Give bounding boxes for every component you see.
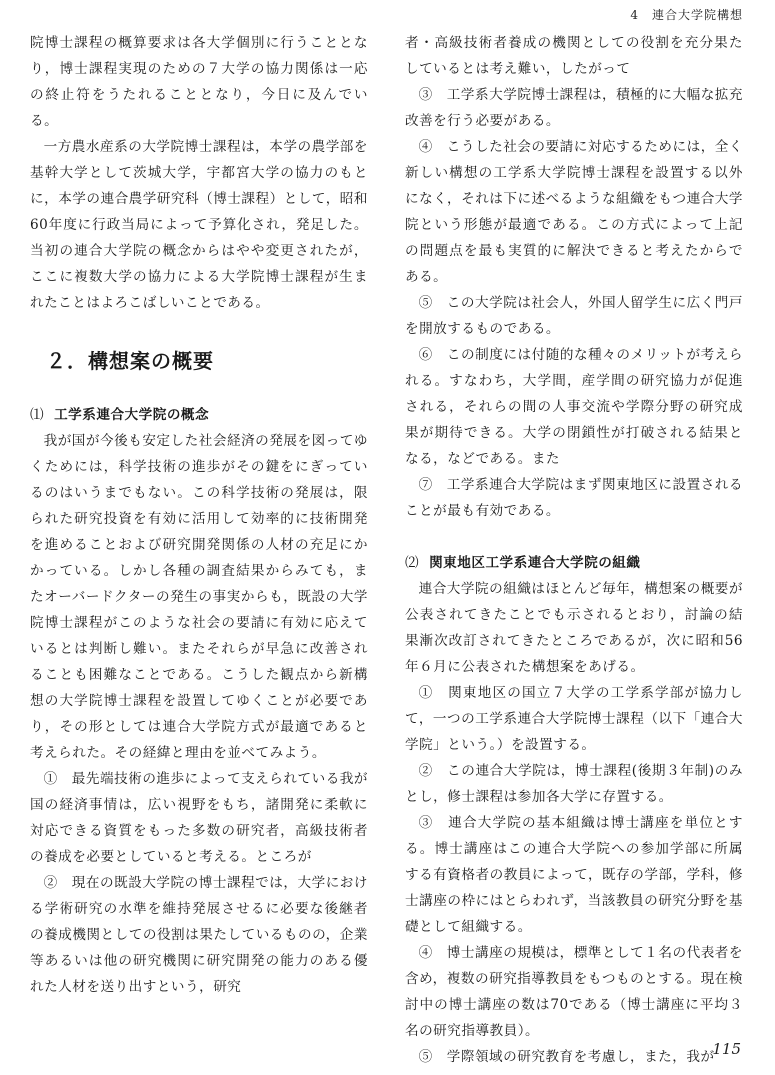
list-item: ③ 連合大学院の基本組織は博士講座を単位とする。博士講座はこの連合大学院への参加学部に所属する有資格者の教員によって，既存の学部，学科，修士講座の枠にはとらわれず，当該教員の研究分野を基礎として組織する。: [405, 815, 743, 935]
paragraph: 我が国が今後も安定した社会経済の発展を図ってゆくためには，科学技術の進歩がその鍵をにぎっているのはいうまでもない。この科学技術の発展は，限られた研究投資を有効に活用して効率的に技術開発を進めることおよび研究開発関係の人材の充足にかかっている。しかし各種の調査結果からみても，またオーバードクターの発生の事実からも，既設の大学院博士課程がこのような社会の要請に有効に応えているとは判断し難い。またそれらが早急に改善されることも困難なことである。こうした観点から新構想の大学院博士課程を設置してゆくことが必要であり，その形としては連合大学院方式が最適であると考えられた。その経緯と理由を並べてみよう。: [30, 433, 368, 761]
list-item: ⑤ この大学院は社会人，外国人留学生に広く門戸を開放するものである。: [405, 295, 743, 337]
right-column: [405, 30, 743, 1070]
subsection-title: [30, 402, 368, 428]
paragraph: 一方農水産系の大学院博士課程は，本学の農学部を基幹大学として茨城大学，宇都宮大学の協力のもとに，本学の連合農学研究科（博士課程）として，昭和60年度に行政当局によって予算化され，発足した。当初の連合大学院の概念からはやや変更されたが，ここに複数大学の協力による大学院博士課程が生まれたことはよろこばしいことである。: [30, 139, 368, 311]
paragraph: 院博士課程の概算要求は各大学個別に行うこととなり，博士課程実現のための７大学の協力関係は一応の終止符をうたれることとなり，今日に及んでいる。: [30, 35, 368, 129]
page-number: 115: [712, 1040, 741, 1058]
list-item: ① 関東地区の国立７大学の工学系学部が協力して，一つの工学系連合大学院博士課程（以下「連合大学院」という。）を設置する。: [405, 685, 743, 753]
list-item: ② この連合大学院は，博士課程(後期３年制)のみとし，修士課程は参加各大学に存置する。: [405, 763, 743, 805]
subsection-title-text: 関東地区工学系連合大学院の組織: [429, 555, 641, 571]
left-column: [30, 30, 368, 1000]
list-item: ④ こうした社会の要請に対応するためには，全く新しい構想の工学系大学院博士課程を設置する以外になく，それは下に述べるような組織をもつ連合大学院という形態が最適である。この方式によって上記の問題点を最も実質的に解決できると考えたからである。: [405, 139, 743, 285]
list-item: ③ 工学系大学院博士課程は，積極的に大幅な拡充改善を行う必要がある。: [405, 87, 743, 129]
list-item: ⑥ この制度には付随的な種々のメリットが考えられる。すなわち，大学間，産学間の研究協力が促進される，それらの間の人事交流や学際分野の研究成果が期待できる。大学の閉鎖性が打破される結果となる，などである。また: [405, 347, 743, 467]
subsection-title-text: 工学系連合大学院の概念: [54, 407, 210, 423]
list-item: ④ 博士講座の規模は，標準として１名の代表者を含め，複数の研究指導教員をもつものとする。現在検討中の博士講座の数は70である（博士講座に平均３名の研究指導教員）。: [405, 945, 743, 1039]
paragraph: 連合大学院の組織はほとんど毎年，構想案の概要が公表されてきたことでも示されるとおり，討論の結果漸次改訂されてきたところであるが，次に昭和56年６月に公表された構想案をあげる。: [405, 581, 743, 675]
list-item: ① 最先端技術の進歩によって支えられている我が国の経済事情は，広い視野をもち，諸開発に柔軟に対応できる資質をもった多数の研究者，高級技術者の養成を必要としていると考える。ところが: [30, 771, 368, 865]
list-item: ⑤ 学際領域の研究教育を考慮し，また，我が: [418, 1049, 715, 1065]
subsection-number: ⑴: [30, 407, 45, 423]
section-title: ２．構想案の概要: [46, 349, 214, 373]
list-item: ⑦ 工学系連合大学院はまず関東地区に設置されることが最も有効である。: [405, 477, 743, 519]
running-header: 4 連合大学院構想: [630, 8, 743, 22]
list-item: ② 現在の既設大学院の博士課程では，大学における学術研究の水準を維持発展させるに必要な後継者の養成機関としての役割は果たしているものの，企業等あるいは他の研究機関に研究開発の能力のある優れた人材を送り出すという，研究: [30, 875, 368, 995]
subsection-number: ⑵: [405, 555, 420, 571]
paragraph: 者・高級技術者養成の機関としての役割を充分果たしているとは考え難い，したがって: [405, 35, 743, 77]
subsection-title: [405, 550, 743, 576]
